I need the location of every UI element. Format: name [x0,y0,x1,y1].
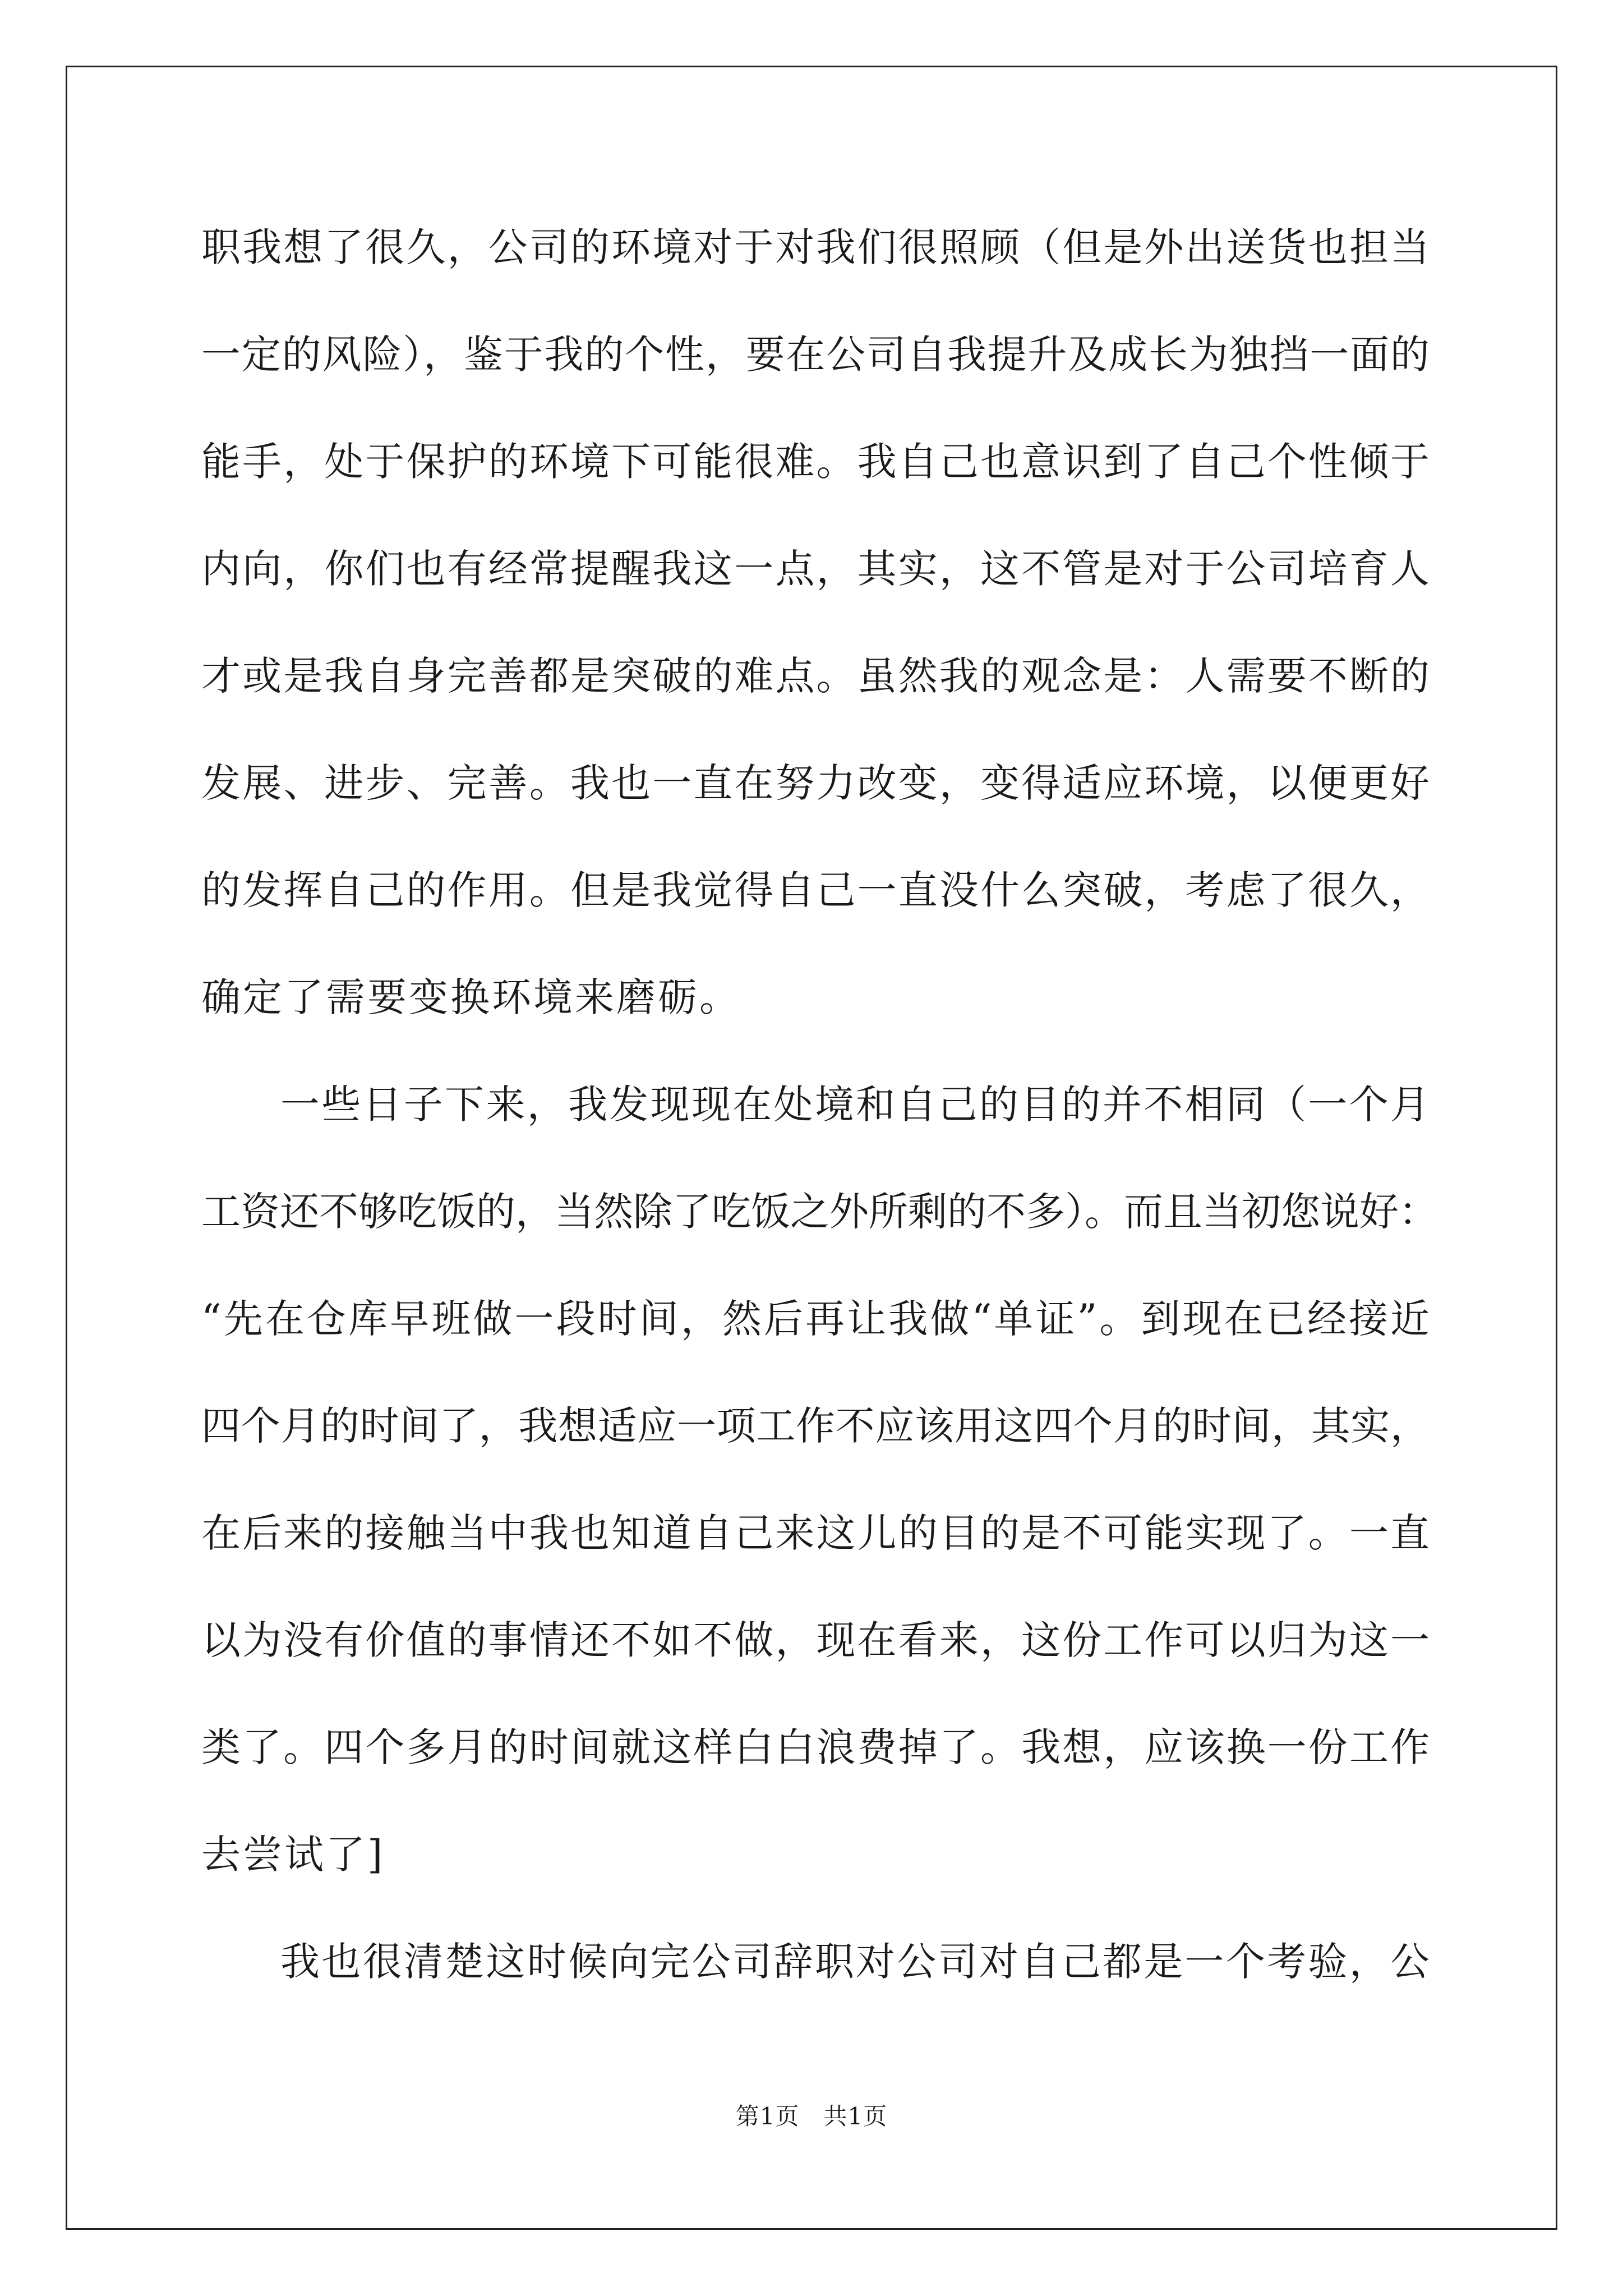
text-line-12: 四个月的时间了，我想适应一项工作不应该用这四个月的时间，其实， [201,1403,1430,1449]
paragraph-3-first-line: 我也很清楚这时候向完公司辞职对公司对自己都是一个考验，公 [280,1939,1430,1985]
text-line-13: 在后来的接触当中我也知道自己来这儿的目的是不可能实现了。一直 [201,1510,1430,1556]
page-border [66,66,1557,2230]
text-line-1: 职我想了很久，公司的环境对于对我们很照顾（但是外出送货也担当 [201,224,1430,270]
text-line-5: 才或是我自身完善都是突破的难点。虽然我的观念是：人需要不断的 [201,653,1430,699]
text-line-8: 确定了需要变换环境来磨砺。 [201,974,741,1020]
text-line-10: 工资还不够吃饭的，当然除了吃饭之外所剩的不多）。而且当初您说好： [201,1189,1438,1235]
page-number-footer: 第1页 共1页 [735,2102,888,2130]
text-line-14: 以为没有价值的事情还不如不做，现在看来，这份工作可以归为这一 [201,1617,1430,1663]
text-line-7: 的发挥自己的作用。但是我觉得自己一直没什么突破，考虑了很久， [201,867,1430,913]
text-line-11: “先在仓库早班做一段时间，然后再让我做“单证”。到现在已经接近 [201,1296,1430,1342]
text-line-4: 内向，你们也有经常提醒我这一点，其实，这不管是对于公司培育人 [201,546,1430,592]
paragraph-2-first-line: 一些日子下来，我发现现在处境和自己的目的并不相同（一个月 [280,1082,1430,1128]
text-line-6: 发展、进步、完善。我也一直在努力改变，变得适应环境，以便更好 [201,760,1430,806]
text-line-2: 一定的风险），鉴于我的个性，要在公司自我提升及成长为独挡一面的 [201,332,1430,378]
text-line-3: 能手，处于保护的环境下可能很难。我自己也意识到了自己个性倾于 [201,439,1430,485]
text-line-16: 去尝试了] [201,1832,385,1878]
text-line-15: 类了。四个多月的时间就这样白白浪费掉了。我想，应该换一份工作 [201,1724,1430,1770]
